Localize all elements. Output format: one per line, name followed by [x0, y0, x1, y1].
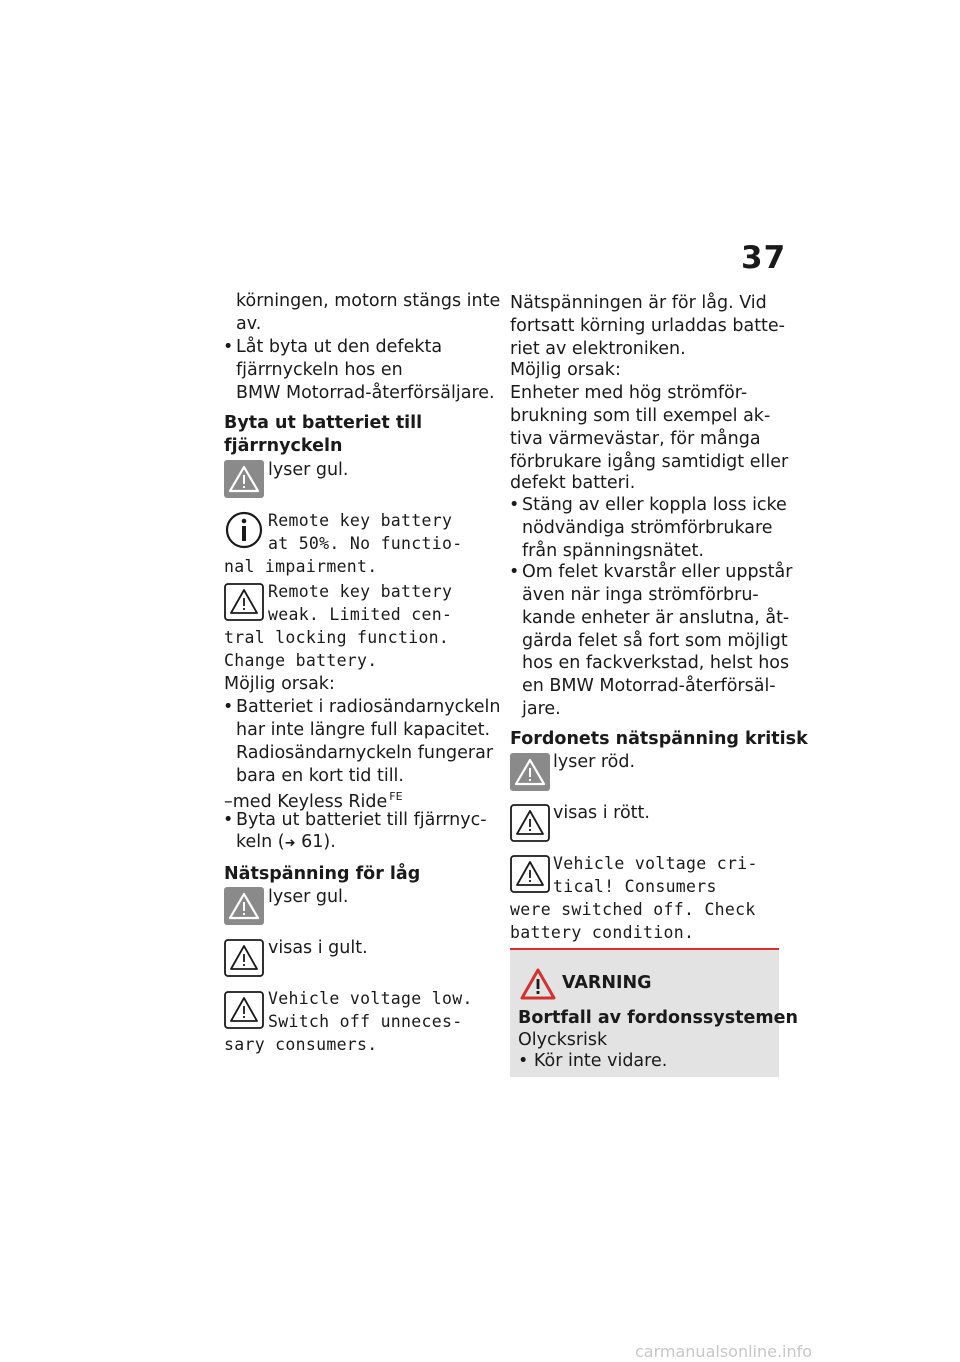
body-text: BMW Motorrad-återförsäljare. — [236, 383, 495, 403]
warning-triangle-icon — [510, 803, 550, 841]
section-heading: fjärrnyckeln — [224, 436, 343, 456]
body-text: hos en fackverkstad, helst hos — [522, 653, 790, 673]
warning-heading: Bortfall av fordonssystemen — [518, 1008, 798, 1028]
bullet-item: • Batteriet i radiosändarnyckeln — [236, 696, 500, 719]
body-text: jare. — [522, 699, 561, 719]
condition-text: –med Keyless Ride $^{FE}$ — [224, 790, 403, 812]
body-text: Enheter med hög strömför- — [510, 383, 748, 403]
display-message: were switched off. Check — [510, 900, 756, 919]
body-text: tiva värmevästar, för många — [510, 429, 761, 449]
warning-title: VARNING — [562, 973, 652, 993]
warning-sign-icon — [520, 968, 556, 1000]
body-text: brukning som till exempel ak- — [510, 406, 771, 426]
body-text: gärda felet så fort som möjligt — [522, 631, 788, 651]
body-text: även när inga strömförbru- — [522, 585, 759, 605]
section-heading: Byta ut batteriet till — [224, 413, 423, 433]
section-heading: Nätspänning för låg — [224, 864, 421, 884]
page-number: 37 — [741, 240, 787, 276]
body-text: Möjlig orsak: — [510, 360, 621, 380]
page-ref-link[interactable]: 61 — [301, 832, 324, 852]
body-text: kande enheter är anslutna, åt- — [522, 608, 790, 628]
display-message: weak. Limited cen- — [268, 605, 453, 624]
bullet-item: • Stäng av eller koppla loss icke — [522, 494, 787, 517]
body-text: defekt batteri. — [510, 473, 636, 493]
display-message: tral locking function. — [224, 628, 450, 647]
watermark: carmanualsonline.info — [635, 1342, 813, 1361]
body-text: från spänningsnätet. — [522, 541, 704, 561]
indicator-text: visas i rött. — [553, 803, 650, 823]
bullet-item: • Byta ut batteriet till fjärrnyc- — [236, 809, 487, 832]
warning-triangle-icon — [224, 582, 264, 620]
body-text: riet av elektroniken. — [510, 339, 686, 359]
warning-light-yellow-icon — [224, 459, 264, 497]
display-message: Remote key battery — [268, 582, 453, 601]
body-text: keln (➜ 61). — [236, 832, 336, 852]
display-message: Switch off unneces- — [268, 1012, 463, 1031]
body-text: fjärrnyckeln hos en — [236, 360, 403, 380]
display-message: battery condition. — [510, 923, 695, 942]
body-text: körningen, motorn stängs inte — [236, 291, 501, 311]
indicator-text: lyser röd. — [553, 752, 636, 772]
body-text: bara en kort tid till. — [236, 766, 404, 786]
body-text: nödvändiga strömförbrukare — [522, 518, 773, 538]
body-text: Nätspänningen är för låg. Vid — [510, 293, 767, 313]
display-message: tical! Consumers — [553, 877, 717, 896]
warning-subtitle: Olycksrisk — [518, 1030, 608, 1050]
indicator-text: visas i gult. — [268, 938, 368, 958]
bullet-item: • Om felet kvarstår eller uppstår — [522, 561, 792, 584]
body-text: fortsatt körning urladdas batte- — [510, 316, 786, 336]
display-message: sary consumers. — [224, 1035, 378, 1054]
warning-box — [510, 948, 798, 1077]
warning-triangle-icon — [510, 854, 550, 892]
bullet-item: • Låt byta ut den defekta — [236, 336, 442, 359]
body-text: förbrukare igång samtidigt eller — [510, 452, 789, 472]
body-text: har inte längre full kapacitet. — [236, 720, 491, 740]
display-message: at 50%. No functio- — [268, 534, 463, 553]
warning-triangle-icon — [224, 938, 264, 976]
section-heading: Fordonets nätspänning kritisk — [510, 729, 808, 749]
warning-triangle-icon — [224, 990, 264, 1028]
warning-light-red-icon — [510, 752, 550, 790]
body-text: en BMW Motorrad-återförsäl- — [522, 676, 776, 696]
indicator-text: lyser gul. — [268, 460, 349, 480]
body-text: av. — [236, 314, 262, 334]
body-text: Radiosändarnyckeln fungerar — [236, 743, 494, 763]
display-message: Remote key battery — [268, 511, 453, 530]
display-message: Change battery. — [224, 651, 378, 670]
display-message: nal impairment. — [224, 557, 378, 576]
body-text: Möjlig orsak: — [224, 674, 335, 694]
indicator-text: lyser gul. — [268, 887, 349, 907]
warning-light-yellow-icon — [224, 886, 264, 924]
info-icon — [224, 510, 264, 550]
warning-item: • Kör inte vidare. — [518, 1051, 668, 1071]
display-message: Vehicle voltage low. — [268, 989, 473, 1008]
display-message: Vehicle voltage cri- — [553, 854, 758, 873]
page-ref-arrow-icon: ➜ — [284, 836, 296, 851]
